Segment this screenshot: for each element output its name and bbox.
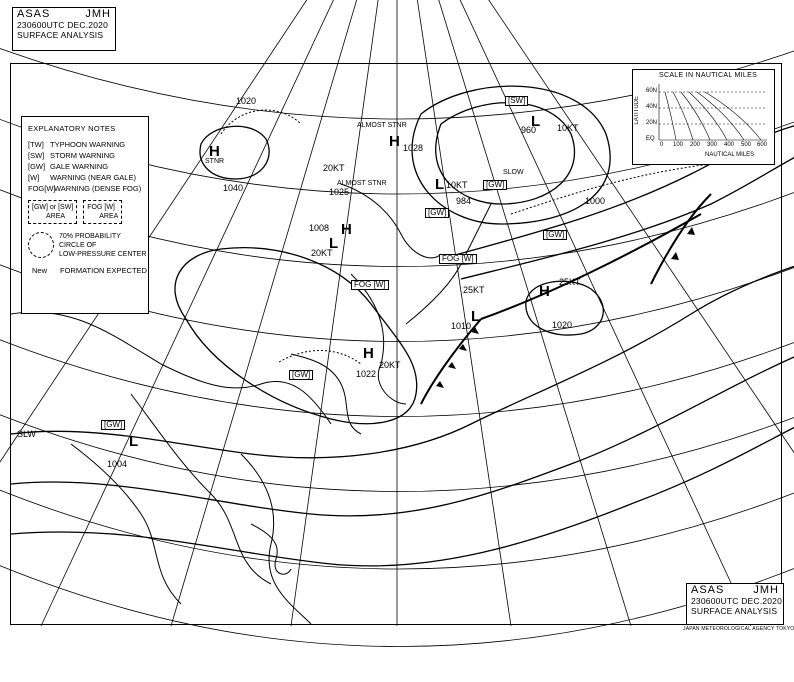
stationary-label: STNR (205, 158, 225, 165)
pressure-value-east: 1020 (552, 320, 573, 330)
title-station-code: JMH (85, 8, 111, 20)
title-box-bottom (686, 583, 784, 625)
scale-x-label: NAUTICAL MILES (705, 152, 755, 158)
nm-tick: 200 (690, 142, 701, 148)
legend-item: [GW] GALE WARNING (28, 162, 109, 171)
pressure-value-okhotsk: 984 (456, 196, 472, 206)
legend-item: [TW] TYPHOON WARNING (28, 140, 126, 149)
isobar-label: 1000 (585, 196, 606, 206)
nautical-mile-scale (632, 69, 775, 165)
nm-tick: 400 (724, 142, 735, 148)
scale-grid (659, 84, 769, 142)
agency-credit: JAPAN METEOROLOGICAL AGENCY TOKYO (683, 626, 794, 632)
warning-box: [GW] (101, 420, 125, 430)
legend-item: FOG[W] WARNING (DENSE FOG) (28, 184, 142, 193)
low-pressure-symbol-japan: L (471, 308, 481, 325)
pressure-value-central: 1025 (329, 187, 350, 197)
legend-area-samples (28, 200, 148, 224)
pressure-value-south: 1022 (356, 369, 377, 379)
pressure-value-kamchatka: 960 (521, 125, 537, 135)
warning-box: [GW] (425, 208, 449, 218)
legend-item-new: New FORMATION EXPECTED (32, 266, 147, 275)
lat-tick: 40N (646, 104, 658, 110)
legend-heading: EXPLANATORY NOTES (28, 124, 116, 133)
nm-tick: 300 (707, 142, 718, 148)
nm-tick: 100 (673, 142, 684, 148)
title-chart-type: SURFACE ANALYSIS (691, 606, 778, 616)
low-pressure-symbol-sea: L (329, 235, 339, 252)
isobar-label: 1020 (236, 96, 257, 106)
warning-box: FOG [W] (439, 254, 477, 264)
low-pressure-symbol-philippines: L (129, 433, 139, 450)
title-box-top (12, 7, 116, 51)
probability-circle-icon (28, 232, 54, 258)
gale-area-sample: [GW] or [SW] AREA (28, 200, 77, 224)
high-pressure-symbol-north: H (389, 133, 400, 150)
pressure-value-north: 1028 (403, 143, 424, 153)
title-datetime: 230600UTC DEC.2020 (691, 596, 783, 606)
scale-title: SCALE IN NAUTICAL MILES (659, 72, 758, 79)
motion-speed-japan: 25KT (463, 285, 485, 295)
motion-speed-south: 20KT (379, 360, 401, 370)
scale-y-label: LATITUDE (634, 96, 640, 125)
fog-area-sample: FOG [W] AREA (83, 200, 122, 224)
low-pressure-symbol-kamchatka: L (531, 113, 541, 130)
pressure-value-sea: 1008 (309, 223, 330, 233)
title-station-code: JMH (753, 584, 779, 596)
pressure-value-philippines: 1004 (107, 459, 128, 469)
legend-item: [SW] STORM WARNING (28, 151, 115, 160)
slow-label: SLOW (503, 169, 524, 176)
high-pressure-symbol-siberia: H (209, 143, 220, 160)
nm-tick: 600 (757, 142, 768, 148)
pressure-value-siberia: 1040 (223, 183, 244, 193)
high-pressure-symbol-east: H (539, 283, 550, 300)
low-pressure-symbol-okhotsk: L (435, 176, 445, 193)
warning-box: FOG [W] (351, 280, 389, 290)
motion-speed-east: 25KT (559, 277, 581, 287)
legend-item: [W] WARNING (NEAR GALE) (28, 173, 136, 182)
high-pressure-symbol-south: H (363, 345, 374, 362)
fronts (421, 194, 711, 404)
lat-tick: EQ (646, 136, 655, 142)
probability-circle-note: 70% PROBABILITY CIRCLE OF LOW-PRESSURE CENTER (28, 232, 148, 259)
motion-speed-central: 20KT (323, 163, 345, 173)
warning-box: [GW] (289, 370, 313, 380)
nm-tick: 0 (660, 142, 664, 148)
lat-tick: 60N (646, 88, 658, 94)
motion-speed-kamchatka: 10KT (557, 123, 579, 133)
stationary-label: ALMOST STNR (357, 122, 407, 129)
nm-tick: 500 (741, 142, 752, 148)
warning-box: [GW] (543, 230, 567, 240)
title-datetime: 230600UTC DEC.2020 (17, 20, 109, 30)
motion-speed-okhotsk: 10KT (446, 180, 468, 190)
weather-map (10, 63, 794, 632)
high-pressure-symbol-central: H (341, 221, 352, 238)
slow-label: SLW (17, 429, 36, 439)
title-chart-type: SURFACE ANALYSIS (17, 30, 104, 40)
warning-box: [SW] (505, 96, 528, 106)
motion-speed-sea: 20KT (311, 248, 333, 258)
stationary-label: ALMOST STNR (337, 180, 387, 187)
title-agency-code: ASAS (17, 8, 51, 20)
explanatory-notes (21, 116, 149, 314)
warning-box: [GW] (483, 180, 507, 190)
title-agency-code: ASAS (691, 584, 725, 596)
pressure-value-japan: 1010 (451, 321, 472, 331)
lat-tick: 20N (646, 120, 658, 126)
